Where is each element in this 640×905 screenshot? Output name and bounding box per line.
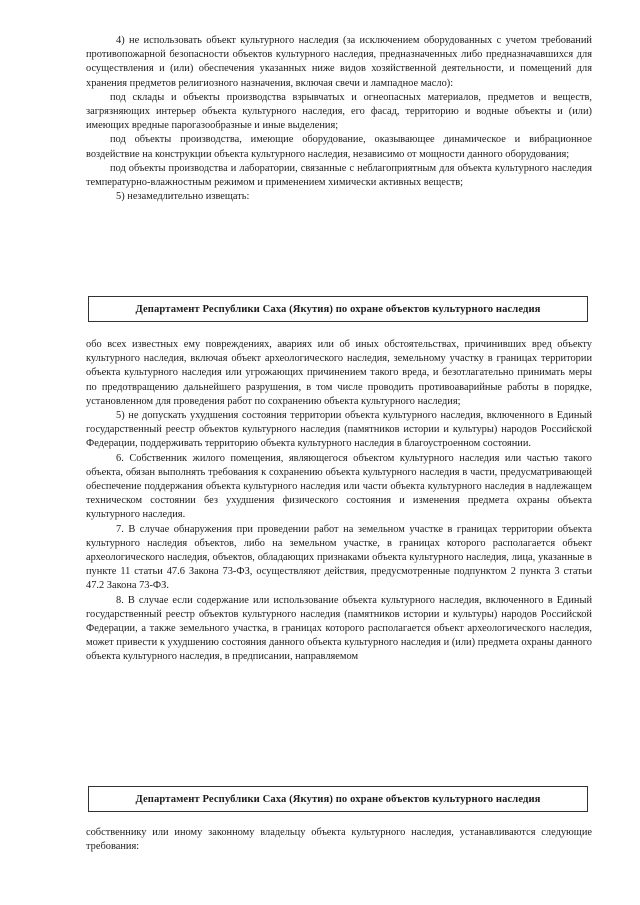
paragraph: 5) незамедлительно извещать: — [116, 191, 250, 203]
paragraph: под объекты производства, имеющие оборудование, оказывающее динамическое и вибрационное воздействие на конструкции объекта культурного наследия, независимо от мощности данного оборудования; — [86, 134, 592, 160]
text-block-1 — [86, 34, 592, 204]
paragraph: под склады и объекты производства взрывчатых и огнеопасных материалов, предметов и веществ, загрязняющих интерьер объекта культурного наследия, его фасад, территорию и водные объекты и (или) имеющих вредные парогазообразные и иные выделения; — [86, 91, 592, 132]
department-stamp: Департамент Республики Саха (Якутия) по охране объектов культурного наследия — [88, 296, 588, 322]
paragraph: 6. Собственник жилого помещения, являющегося объектом культурного наследия или частью такого объекта, обязан выполнять требования к сохранению объекта культурного наследия в части, предусматривающей обеспечение поддержания объекта культурного наследия или части объекта культурного наследия в надлежащем техническом состоянии без ухудшения физического состояния и изменения предмета охраны объекта культурного наследия. — [86, 452, 592, 521]
text-block-2 — [86, 338, 592, 665]
paragraph: собственнику или иному законному владельцу объекта культурного наследия, устанавливаются следующие требования: — [86, 827, 592, 853]
paragraph: под объекты производства и лаборатории, связанные с неблагоприятным для объекта культурного наследия температурно-влажностным режимом и применением химически активных веществ; — [86, 162, 592, 189]
paragraph: 7. В случае обнаружения при проведении работ на земельном участке в границах территории объекта культурного наследия объектов, либо на земельном участке, в границах которого располагается объект археологического наследия, объектов, обладающих признаками объекта культурного наследия, лица, указанные в пункте 11 статьи 47.6 Закона 73-ФЗ, осуществляют действия, предусмотренные подпунктом 2 пункта 3 статьи 47.2 Закона 73-ФЗ. — [86, 523, 592, 592]
paragraph: 5) не допускать ухудшения состояния территории объекта культурного наследия, включенного в Единый государственный реестр объектов культурного наследия (памятников истории и культуры) народов Российской Федерации, поддерживать территорию объекта культурного наследия в благоустроенном состоянии. — [86, 410, 592, 450]
paragraph: обо всех известных ему повреждениях, авариях или об иных обстоятельствах, причинивших вред объекту культурного наследия, включая объект археологического наследия, земельному участку в границах территории объекта культурного наследия или угрожающих причинением такого вреда, и безотлагательно принимать меры по предотвращению дальнейшего разрушения, в том числе проводить противоаварийные работы в порядке, установленном для проведения работ по сохранению объекта культурного наследия; — [86, 339, 592, 407]
paragraph: 4) не использовать объект культурного наследия (за исключением оборудованных с учетом требований противопожарной безопасности объектов культурного наследия, предназначенных либо предназначавшихся для осуществления и (или) обеспечения указанных ниже видов хозяйственной деятельности, и помещений для хранения предметов религиозного назначения, включая свечи и лампадное масло): — [86, 35, 592, 89]
department-stamp: Департамент Республики Саха (Якутия) по охране объектов культурного наследия — [88, 786, 588, 812]
text-block-3 — [86, 826, 592, 854]
paragraph: 8. В случае если содержание или использование объекта культурного наследия, включенного в Единый государственный реестр объектов культурного наследия (памятников истории и культуры) народов Российской Федерации, а также земельного участка, в границах которого располагается объект археологического наследия, может привести к ухудшению состояния данного объекта культурного наследия и (или) предмета охраны данного объекта культурного наследия, в предписании, направляемом — [86, 594, 592, 663]
